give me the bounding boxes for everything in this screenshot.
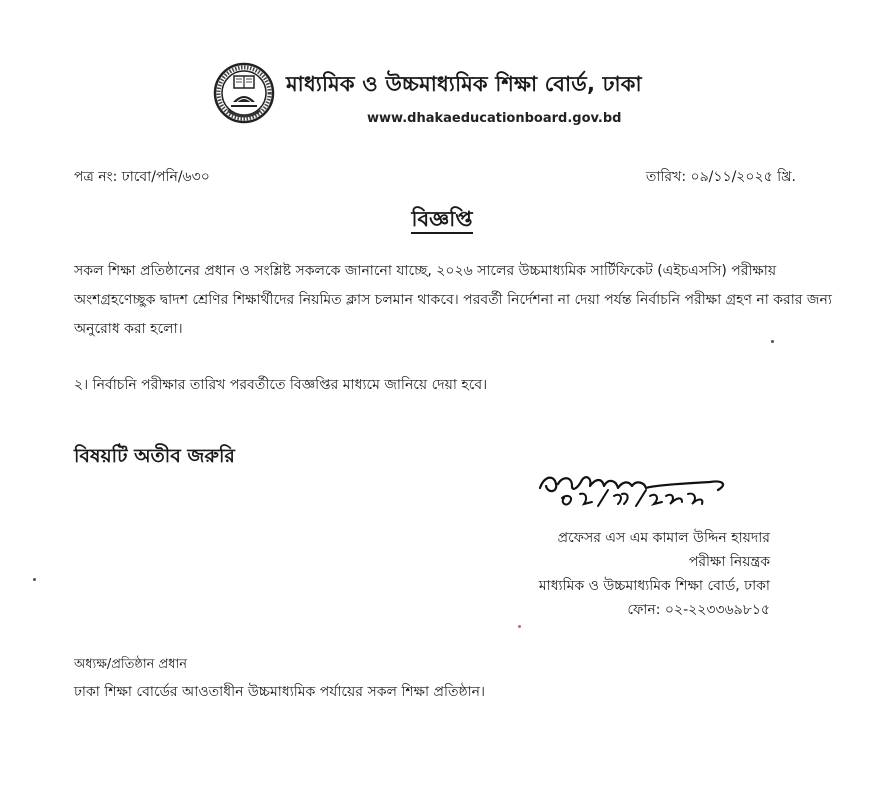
notice-title: বিজ্ঞপ্তি (411, 207, 472, 234)
board-website: www.dhakaeducationboard.gov.bd (367, 111, 622, 126)
recipient-line: ঢাকা শিক্ষা বোর্ডের আওতাধীন উচ্চমাধ্যমিক পর্যায়ের সকল শিক্ষা প্রতিষ্ঠান। (74, 684, 486, 700)
signatory-name: প্রফেসর এস এম কামাল উদ্দিন হায়দার (557, 530, 770, 546)
issue-date: তারিখ: ০৯/১১/২০২৫ খ্রি. (645, 169, 796, 185)
scan-speck (771, 340, 774, 343)
signatory-block (470, 526, 770, 622)
scan-speck (518, 625, 521, 628)
notice-title-wrap (0, 203, 884, 238)
notice-point-2: ২। নির্বাচনি পরীক্ষার তারিখ পরবর্তীতে বিজ্ঞপ্তির মাধ্যমে জানিয়ে দেয়া হবে। (74, 377, 488, 393)
scan-speck (33, 578, 36, 581)
recipient-title: অধ্যক্ষ/প্রতিষ্ঠান প্রধান (74, 657, 188, 672)
signatory-phone: ফোন: ০২-২২৩৩৬৯৮১৫ (627, 602, 770, 618)
education-board-seal-icon (213, 62, 275, 124)
board-name: মাধ্যমিক ও উচ্চমাধ্যমিক শিক্ষা বোর্ড, ঢাকা (286, 72, 642, 96)
signatory-designation: পরীক্ষা নিয়ন্ত্রক (688, 554, 770, 570)
memo-number: পত্র নং: ঢাবো/পনি/৬৩০ (74, 169, 210, 185)
notice-paragraph: সকল শিক্ষা প্রতিষ্ঠানের প্রধান ও সংশ্লিষ্ট সকলকে জানানো যাচ্ছে, ২০২৬ সালের উচ্চমাধ্যমিক সার্টিফিকেট (এইচএসসি) পরীক্ষায় অংশগ্রহণেচ্ছুক দ্বাদশ শ্রেণির শিক্ষার্থীদের নিয়মিত ক্লাস চলমান থাকবে। পরবর্তী নির্দেশনা না দেয়া পর্যন্ত নির্বাচনি পরীক্ষা গ্রহণ না করার জন্য অনুরোধ করা হলো। (74, 263, 832, 337)
signatory-office: মাধ্যমিক ও উচ্চমাধ্যমিক শিক্ষা বোর্ড, ঢাকা (538, 578, 770, 594)
urgent-note: বিষয়টি অতীব জরুরি (74, 445, 235, 467)
handwritten-signature (532, 458, 762, 528)
